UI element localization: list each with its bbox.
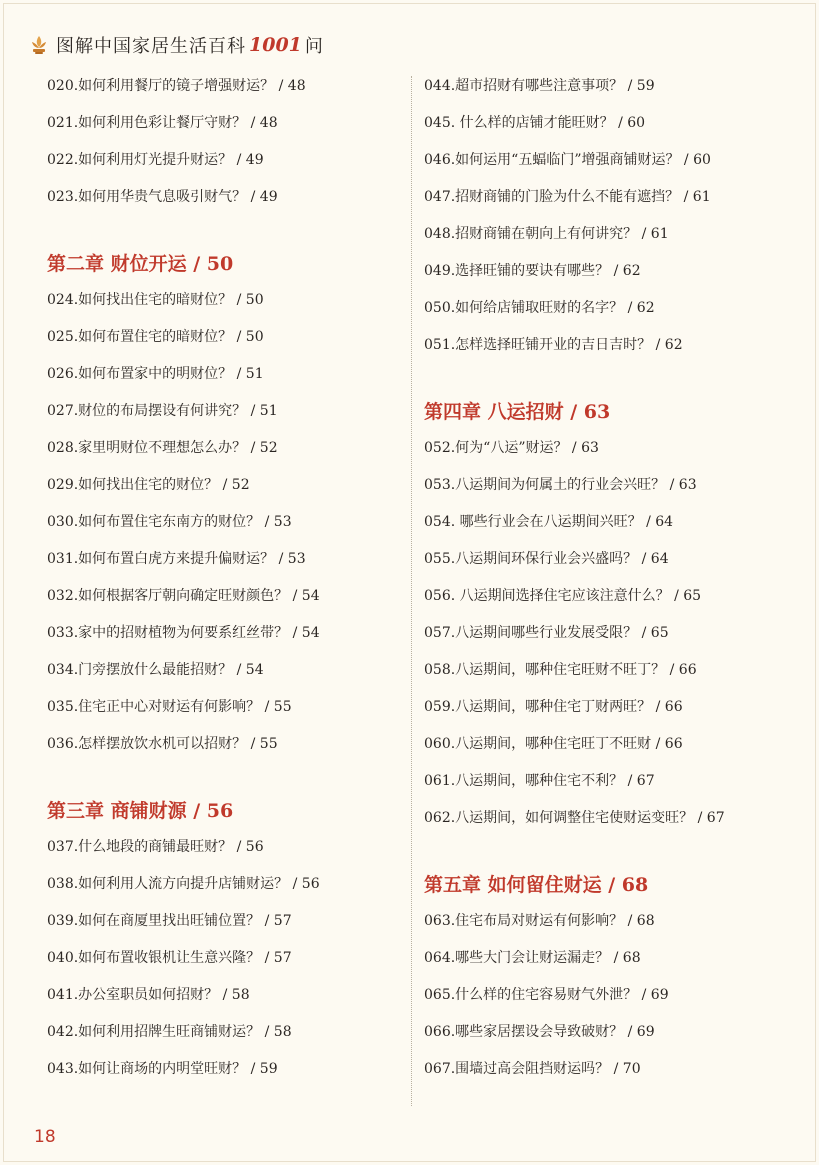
- left-column: [47, 72, 399, 1092]
- toc-entry[interactable]: 055.八运期间环保行业会兴盛吗？ / 64: [424, 551, 669, 567]
- right-column: [424, 72, 794, 1092]
- toc-entry[interactable]: 049.选择旺铺的要诀有哪些？ / 62: [424, 263, 641, 279]
- book-header: [30, 30, 323, 60]
- toc-entry[interactable]: 039.如何在商厦里找出旺铺位置？ / 57: [47, 913, 292, 929]
- toc-entry[interactable]: 026.如何布置家中的明财位？ / 51: [47, 366, 264, 382]
- toc-entry[interactable]: 063.住宅布局对财运有何影响？ / 68: [424, 913, 655, 929]
- toc-entry[interactable]: 044.超市招财有哪些注意事项？ / 59: [424, 78, 655, 94]
- toc-entry[interactable]: 046.如何运用“五蝠临门”增强商铺财运？ / 60: [424, 152, 711, 168]
- toc-entry[interactable]: 022.如何利用灯光提升财运？ / 49: [47, 152, 264, 168]
- toc-entry[interactable]: 060.八运期间，哪种住宅旺丁不旺财 / 66: [424, 736, 683, 752]
- toc-entry[interactable]: 062.八运期间，如何调整住宅使财运变旺？ / 67: [424, 810, 725, 826]
- toc-entry[interactable]: 051.怎样选择旺铺开业的吉日吉时？ / 62: [424, 337, 683, 353]
- toc-entry[interactable]: 040.如何布置收银机让生意兴隆？ / 57: [47, 950, 292, 966]
- toc-entry[interactable]: 059.八运期间，哪种住宅丁财两旺？ / 66: [424, 699, 683, 715]
- toc-entry[interactable]: 047.招财商铺的门脸为什么不能有遮挡？ / 61: [424, 189, 711, 205]
- chapter-heading-2[interactable]: 第二章 财位开运 / 50: [47, 253, 234, 275]
- chapter-heading-5[interactable]: 第五章 如何留住财运 / 68: [424, 874, 649, 896]
- toc-entry[interactable]: 045. 什么样的店铺才能旺财？ / 60: [424, 115, 646, 131]
- toc-entry[interactable]: 042.如何利用招牌生旺商铺财运？ / 58: [47, 1024, 292, 1040]
- toc-entry[interactable]: 021.如何利用色彩让餐厅守财？ / 48: [47, 115, 278, 131]
- toc-entry[interactable]: 052.何为“八运”财运？ / 63: [424, 440, 599, 456]
- toc-entry[interactable]: 028.家里明财位不理想怎么办？ / 52: [47, 440, 278, 456]
- toc-entry[interactable]: 041.办公室职员如何招财？ / 58: [47, 987, 250, 1003]
- toc-entry[interactable]: 024.如何找出住宅的暗财位？ / 50: [47, 292, 264, 308]
- toc-entry[interactable]: 057.八运期间哪些行业发展受限？ / 65: [424, 625, 669, 641]
- spacer: [424, 841, 794, 865]
- spacer: [47, 767, 399, 791]
- chapter-heading-3[interactable]: 第三章 商铺财源 / 56: [47, 800, 234, 822]
- toc-entry[interactable]: 037.什么地段的商铺最旺财？ / 56: [47, 839, 264, 855]
- toc-entry[interactable]: 066.哪些家居摆设会导致破财？ / 69: [424, 1024, 655, 1040]
- book-title-number: 1001: [249, 34, 302, 56]
- spacer: [424, 368, 794, 392]
- toc-entry[interactable]: 038.如何利用人流方向提升店铺财运？ / 56: [47, 876, 320, 892]
- toc-entry[interactable]: 056. 八运期间选择住宅应该注意什么？ / 65: [424, 588, 702, 604]
- toc-entry[interactable]: 061.八运期间，哪种住宅不利？ / 67: [424, 773, 655, 789]
- toc-entry[interactable]: 031.如何布置白虎方来提升偏财运？ / 53: [47, 551, 306, 567]
- toc-entry[interactable]: 050.如何给店铺取旺财的名字？ / 62: [424, 300, 655, 316]
- page-number: 18: [34, 1127, 56, 1147]
- book-title: 图解中国家居生活百科: [56, 36, 246, 57]
- toc-entry[interactable]: 064.哪些大门会让财运漏走？ / 68: [424, 950, 641, 966]
- toc-entry[interactable]: 065.什么样的住宅容易财气外泄？ / 69: [424, 987, 669, 1003]
- toc-entry[interactable]: 058.八运期间，哪种住宅旺财不旺丁？ / 66: [424, 662, 697, 678]
- toc-entry[interactable]: 054. 哪些行业会在八运期间兴旺？ / 64: [424, 514, 674, 530]
- book-title-suffix: 问: [304, 36, 323, 57]
- spacer: [47, 220, 399, 244]
- toc-entry[interactable]: 020.如何利用餐厅的镜子增强财运？ / 48: [47, 78, 306, 94]
- lotus-logo-icon: [30, 34, 48, 56]
- toc-entry[interactable]: 036.怎样摆放饮水机可以招财？ / 55: [47, 736, 278, 752]
- toc-entry[interactable]: 032.如何根据客厅朝向确定旺财颜色？ / 54: [47, 588, 320, 604]
- toc-entry[interactable]: 034.门旁摆放什么最能招财？ / 54: [47, 662, 264, 678]
- toc-entry[interactable]: 043.如何让商场的内明堂旺财？ / 59: [47, 1061, 278, 1077]
- toc-entry[interactable]: 035.住宅正中心对财运有何影响？ / 55: [47, 699, 292, 715]
- toc-entry[interactable]: 029.如何找出住宅的财位？ / 52: [47, 477, 250, 493]
- toc-entry[interactable]: 023.如何用华贵气息吸引财气？ / 49: [47, 189, 278, 205]
- toc-entry[interactable]: 033.家中的招财植物为何要系红丝带？ / 54: [47, 625, 320, 641]
- toc-entry[interactable]: 025.如何布置住宅的暗财位？ / 50: [47, 329, 264, 345]
- chapter-heading-4[interactable]: 第四章 八运招财 / 63: [424, 401, 611, 423]
- column-divider: [411, 76, 412, 1106]
- toc-entry[interactable]: 027.财位的布局摆设有何讲究？ / 51: [47, 403, 278, 419]
- toc-entry[interactable]: 030.如何布置住宅东南方的财位？ / 53: [47, 514, 292, 530]
- toc-entry[interactable]: 067.围墙过高会阻挡财运吗？ / 70: [424, 1061, 641, 1077]
- toc-entry[interactable]: 053.八运期间为何属土的行业会兴旺？ / 63: [424, 477, 697, 493]
- toc-entry[interactable]: 048.招财商铺在朝向上有何讲究？ / 61: [424, 226, 669, 242]
